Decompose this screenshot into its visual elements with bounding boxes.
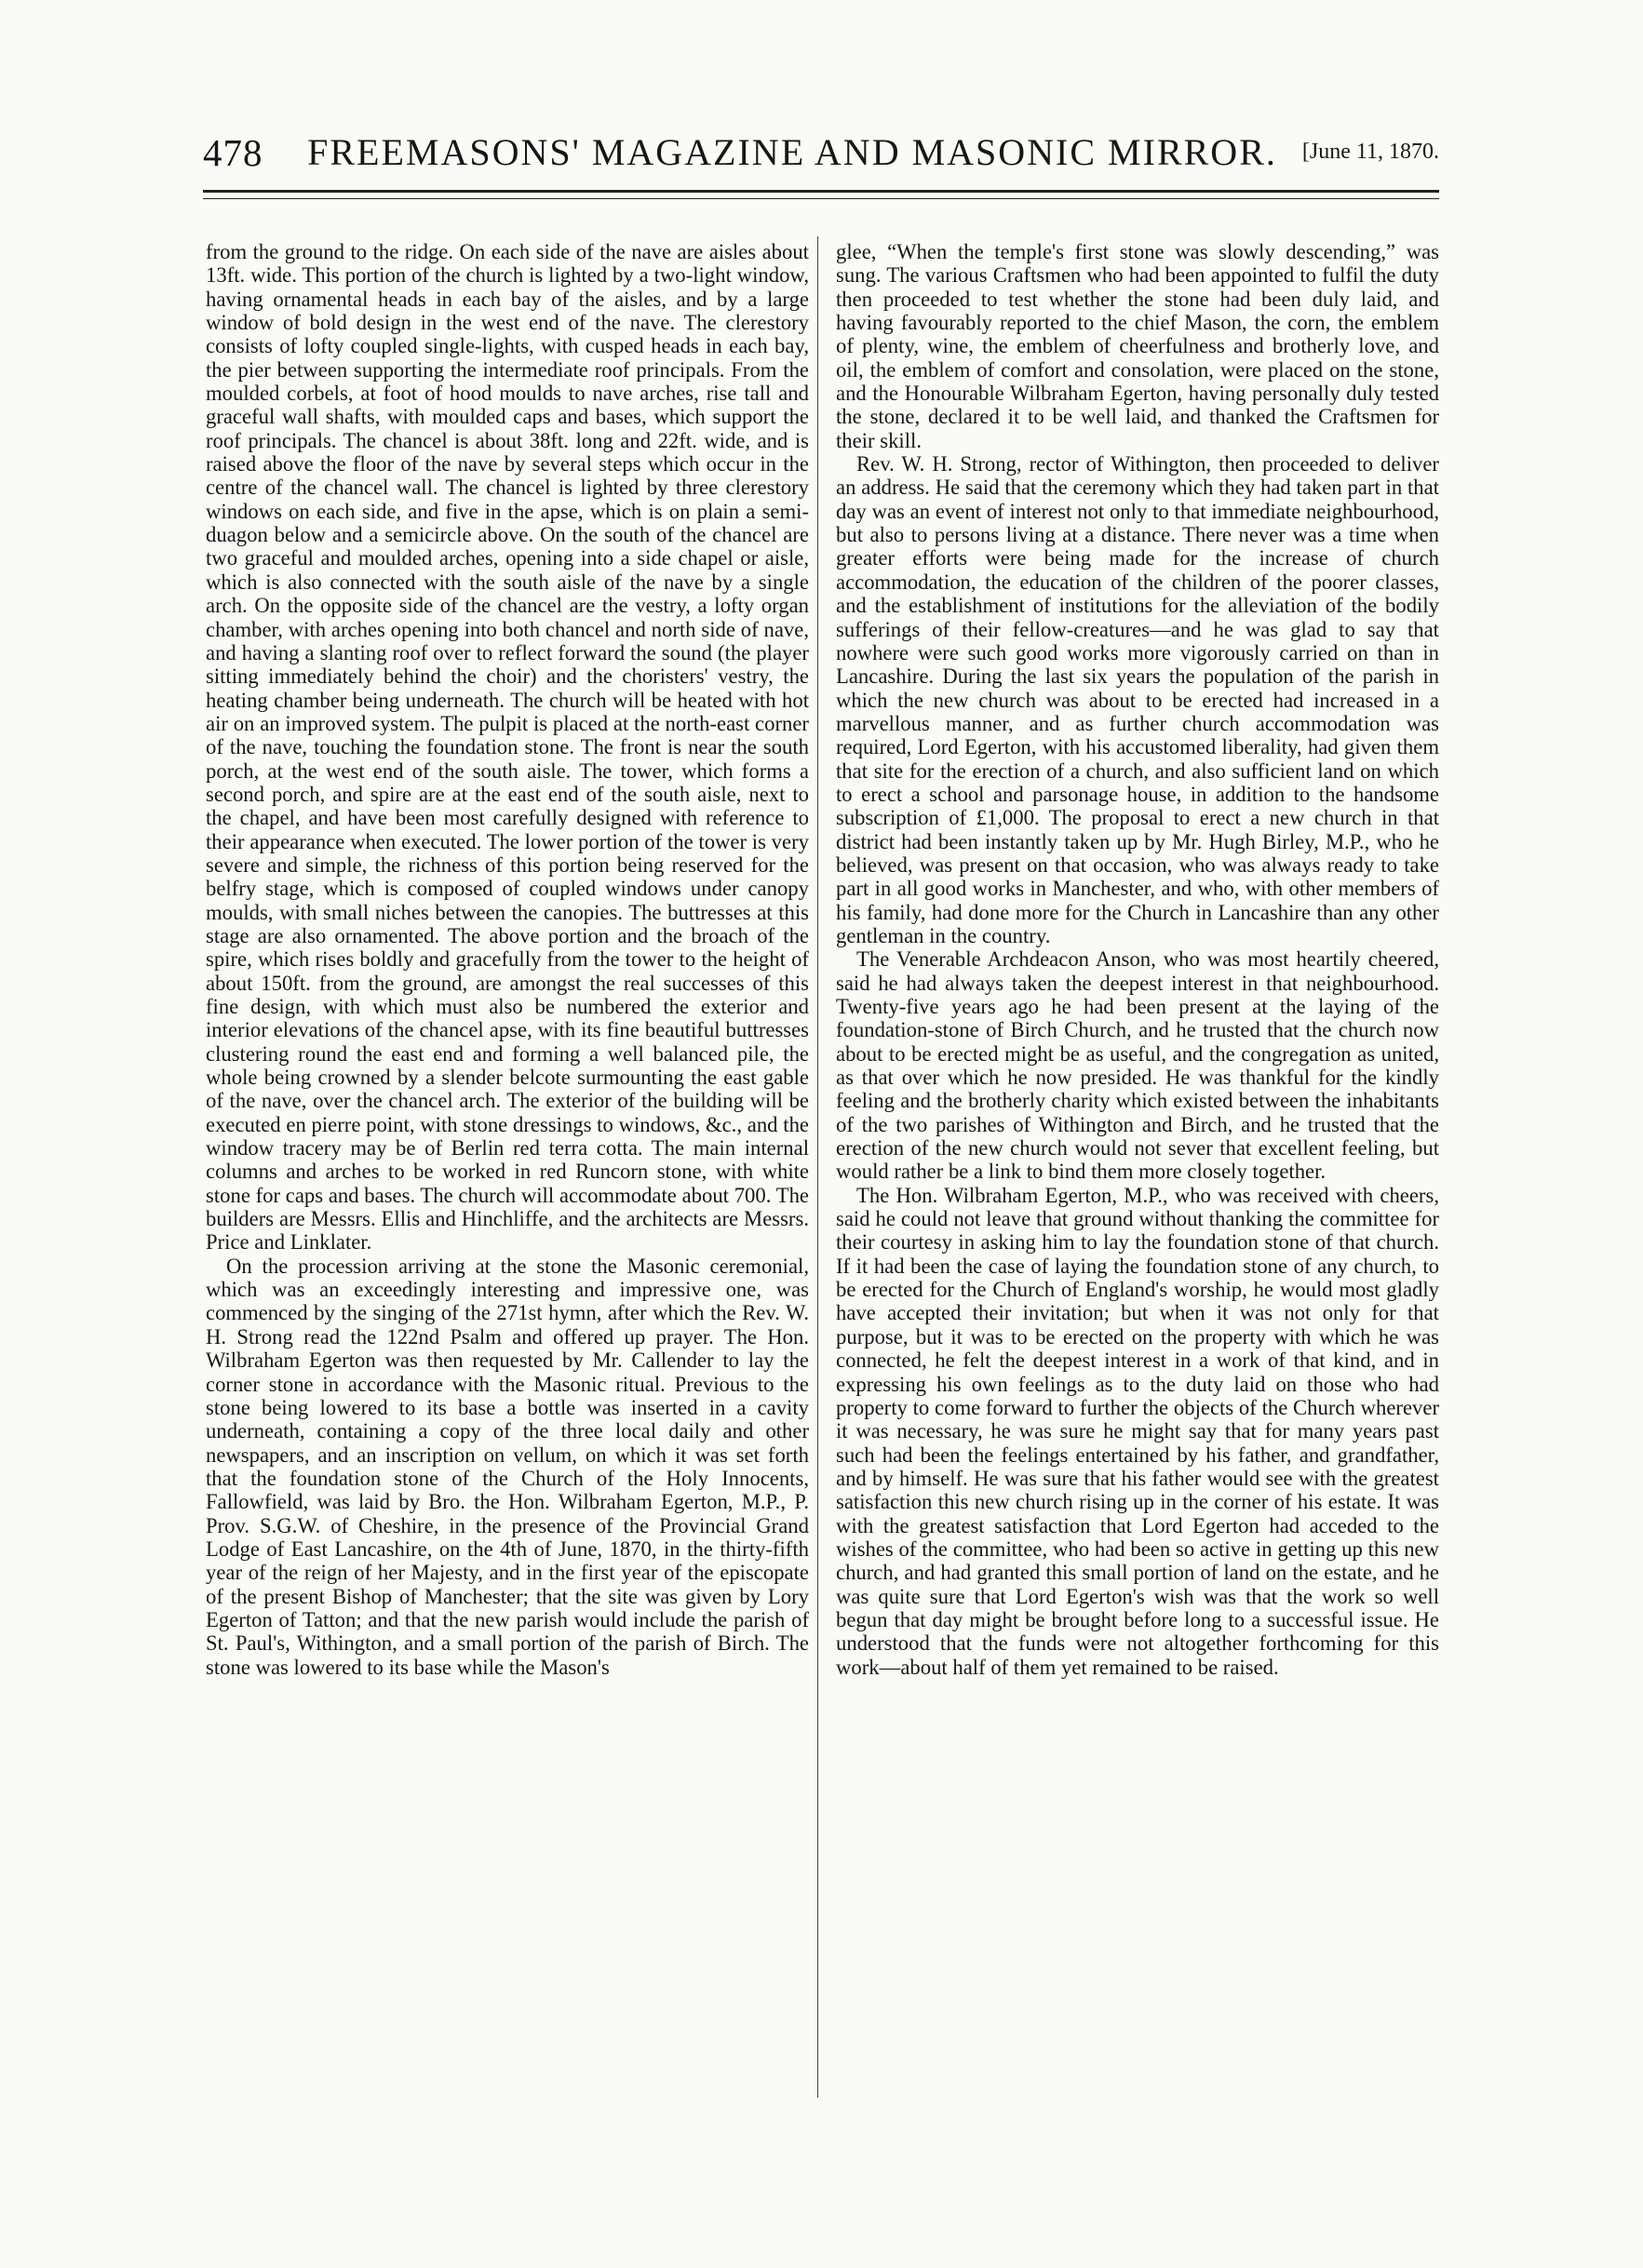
masthead-title: FREEMASONS' MAGAZINE AND MASONIC MIRROR. [307, 131, 1277, 173]
header-rule-thick [203, 190, 1439, 193]
page-number: 478 [203, 131, 263, 174]
paragraph: from the ground to the ridge. On each side of the nave are aisles about 13ft. wide. This portion of the church is lighted by a two-light window, having ornamental heads in each bay of the aisles, and by a large window of bold design in the west end of the nave. The clerestory consists of lofty coupled single-lights, with cusped heads in each bay, the pier between supporting the intermediate roof principals. From the moulded corbels, at foot of hood moulds to nave arches, rise tall and graceful wall shafts, with moulded caps and bases, which support the roof principals. The chancel is about 38ft. long and 22ft. wide, and is raised above the floor of the nave by several steps which occur in the centre of the chancel wall. The chancel is lighted by three clerestory windows on each side, and five in the apse, which is on plain a semi-duagon below and a semicircle above. On the south of the chancel are two graceful and moulded arches, opening into a side chapel or aisle, which is also connected with the south aisle of the nave by a single arch. On the opposite side of the chancel are the vestry, a lofty organ chamber, with arches opening into both chancel and north side of nave, and having a slanting roof over to reflect forward the sound (the player sitting immediately behind the choir) and the choristers' vestry, the heating chamber being underneath. The church will be heated with hot air on an improved system. The pulpit is placed at the north-east corner of the nave, touching the foundation stone. The front is near the south porch, at the west end of the south aisle. The tower, which forms a second porch, and spire are at the east end of the south aisle, next to the chapel, and have been most carefully designed with reference to their appearance when executed. The lower portion of the tower is very severe and simple, the richness of this portion being reserved for the belfry stage, which is composed of coupled windows under canopy moulds, with small niches between the canopies. The buttresses at this stage are also ornamented. The above portion and the broach of the spire, which rises boldly and gracefully from the tower to the height of about 150ft. from the ground, are amongst the real successes of this fine design, with which must also be numbered the exterior and interior elevations of the chancel apse, with its fine beautiful buttresses clustering round the east end and forming a well balanced pile, the whole being crowned by a slender belcote surmounting the east gable of the nave, over the chancel arch. The exterior of the building will be executed en pierre point, with stone dressings to windows, &c., and the window tracery may be of Berlin red terra cotta. The main internal columns and arches to be worked in red Runcorn stone, with white stone for caps and bases. The church will accommodate about 700. The builders are Messrs. Ellis and Hinchliffe, and the architects are Messrs. Price and Linklater. [206, 240, 809, 1255]
paragraph: Rev. W. H. Strong, rector of Withington, then proceeded to deliver an address. He said that the ceremony which they had taken part in that day was an event of interest not only to that immediate neighbourhood, but also to persons living at a distance. There never was a time when greater efforts were being made for the increase of church accommodation, the education of the children of the poorer classes, and the establishment of institutions for the alleviation of the bodily sufferings of their fellow-creatures—and he was glad to say that nowhere were such good works more vigorously carried on than in Lancashire. During the last six years the population of the parish in which the new church was about to be erected had increased in a marvellous manner, and as further church accommodation was required, Lord Egerton, with his accustomed liberality, had given them that site for the erection of a church, and also sufficient land on which to erect a school and parsonage house, in addition to the handsome subscription of £1,000. The proposal to erect a new church in that district had been instantly taken up by Mr. Hugh Birley, M.P., who he believed, was present on that occasion, who was always ready to take part in all good works in Manchester, and who, with other members of his family, had done more for the Church in Lancashire than any other gentleman in the country. [836, 452, 1439, 947]
paragraph: The Hon. Wilbraham Egerton, M.P., who was received with cheers, said he could not leave that ground without thanking the committee for their courtesy in asking him to lay the foundation stone of that church. If it had been the case of laying the foundation stone of any church, to be erected for the Church of England's worship, he would most gladly have accepted their invitation; but when it was not only for that purpose, but it was to be erected on the property with which he was connected, he felt the deepest interest in a work of that kind, and in expressing his own feelings as to the duty laid on those who had property to come forward to further the objects of the Church wherever it was necessary, he was sure he might say that for many years past such had been the feelings entertained by his father, and grandfather, and by himself. He was sure that his father would see with the greatest satisfaction this new church rising up in the corner of his estate. It was with the greatest satisfaction that Lord Egerton had acceded to the wishes of the committee, who had been so active in getting up this new church, and had granted this small portion of land on the estate, and he was quite sure that Lord Egerton's wish was that the work so well begun that day might be brought before long to a successful issue. He understood that the funds were not altogether forthcoming for this work—about half of them yet remained to be raised. [836, 1183, 1439, 1679]
left-column [206, 240, 809, 2092]
column-divider [817, 236, 818, 2098]
right-column [836, 240, 1439, 2092]
paragraph: On the procession arriving at the stone the Masonic ceremonial, which was an exceedingly interesting and impressive one, was commenced by the singing of the 271st hymn, after which the Rev. W. H. Strong read the 122nd Psalm and offered up prayer. The Hon. Wilbraham Egerton was then requested by Mr. Callender to lay the corner stone in accordance with the Masonic ritual. Previous to the stone being lowered to its base a bottle was inserted in a cavity underneath, containing a copy of the three local daily and other newspapers, and an inscription on vellum, on which it was set forth that the foundation stone of the Church of the Holy Innocents, Fallowfield, was laid by Bro. the Hon. Wilbraham Egerton, M.P., P. Prov. S.G.W. of Cheshire, in the presence of the Provincial Grand Lodge of East Lancashire, on the 4th of June, 1870, in the thirty-fifth year of the reign of her Majesty, and in the first year of the episcopate of the present Bishop of Manchester; that the site was given by Lory Egerton of Tatton; and that the new parish would include the parish of St. Paul's, Withington, and a small portion of the parish of Birch. The stone was lowered to its base while the Mason's [206, 1254, 809, 1679]
header-rule-thin [203, 198, 1439, 199]
page-header [203, 127, 1439, 182]
issue-date: [June 11, 1870. [1301, 140, 1439, 164]
paragraph: The Venerable Archdeacon Anson, who was most heartily cheered, said he had always taken the deepest interest in that neighbourhood. Twenty-five years ago he had been present at the laying of the foundation-stone of Birch Church, and he trusted that the church now about to be erected might be as useful, and the congregation as united, as that over which he now presided. He was thankful for the kindly feeling and the brotherly charity which existed between the inhabitants of the two parishes of Withington and Birch, and he trusted that the erection of the new church would not sever that excellent feeling, but would rather be a link to bind them more closely together. [836, 947, 1439, 1184]
paragraph: glee, “When the temple's first stone was slowly descending,” was sung. The various Craftsmen who had been appointed to fulfil the duty then proceeded to test whether the stone had been duly laid, and having favourably reported to the chief Mason, the corn, the emblem of plenty, wine, the emblem of cheerfulness and brotherly love, and oil, the emblem of comfort and consolation, were placed on the stone, and the Honourable Wilbraham Egerton, having personally duly tested the stone, declared it to be well laid, and thanked the Craftsmen for their skill. [836, 240, 1439, 452]
